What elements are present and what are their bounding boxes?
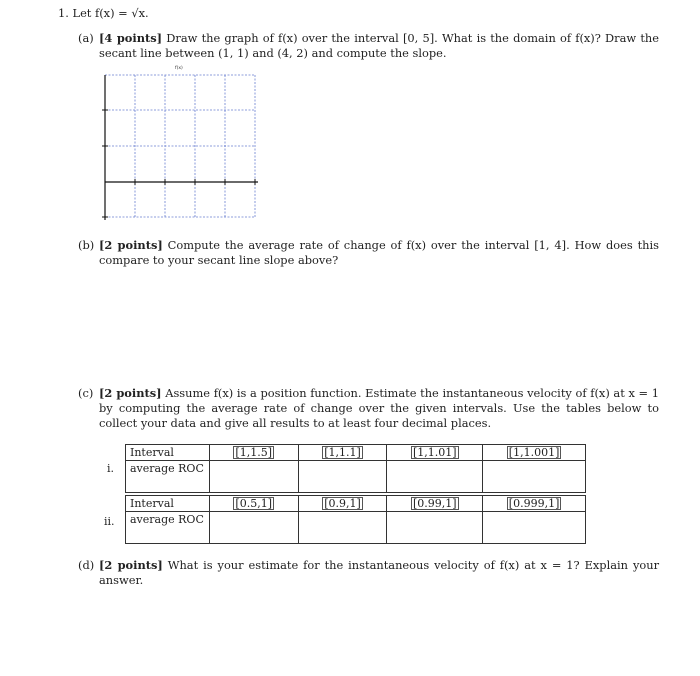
roc-answer-cell[interactable] bbox=[209, 461, 298, 493]
table-roc-row bbox=[126, 512, 586, 544]
interval-cell: [0.9,1] bbox=[298, 496, 387, 512]
part-d-label: (d) bbox=[78, 558, 95, 572]
part-c-points: [2 points] bbox=[99, 386, 162, 400]
grid-lines bbox=[105, 75, 255, 217]
axis-ticks bbox=[102, 110, 255, 217]
roc-row-label: average ROC bbox=[126, 461, 210, 493]
table-header-row bbox=[126, 445, 586, 461]
interval-header: Interval bbox=[126, 496, 210, 512]
roc-answer-cell[interactable] bbox=[298, 461, 387, 493]
interval-cell: [0.5,1] bbox=[209, 496, 298, 512]
part-d-points: [2 points] bbox=[99, 558, 163, 572]
table-i-number: i. bbox=[107, 462, 115, 475]
table-header-row bbox=[126, 496, 586, 512]
part-d-question bbox=[99, 558, 659, 588]
interval-cell: [1,1.01] bbox=[387, 445, 483, 461]
roc-answer-cell[interactable] bbox=[298, 512, 387, 544]
table-roc-row bbox=[126, 461, 586, 493]
part-d-text: What is your estimate for the instantaneous velocity of f(x) at x = 1? Explain your answer. bbox=[99, 558, 660, 587]
interval-cell: [0.99,1] bbox=[387, 496, 483, 512]
part-a-question bbox=[99, 31, 659, 61]
part-b-text: Compute the average rate of change of f(x) over the interval [1, 4]. How does this compare to your secant line slope above? bbox=[99, 238, 659, 267]
interval-header: Interval bbox=[126, 445, 210, 461]
interval-cell: [1,1.5] bbox=[209, 445, 298, 461]
part-c-question bbox=[99, 386, 659, 431]
interval-cell: [1,1.1] bbox=[298, 445, 387, 461]
part-a-label: (a) bbox=[78, 31, 94, 45]
problem-header bbox=[58, 6, 149, 21]
part-b-points: [2 points] bbox=[99, 238, 163, 252]
interval-cell: [1,1.001] bbox=[483, 445, 586, 461]
part-a-points: [4 points] bbox=[99, 31, 163, 45]
part-a-text: Draw the graph of f(x) over the interval [0, 5]. What is the domain of f(x)? Draw the secant line between (1, 1) and (4, 2) and compute the slope. bbox=[99, 31, 659, 60]
graph-grid[interactable] bbox=[96, 62, 266, 232]
roc-answer-cell[interactable] bbox=[209, 512, 298, 544]
roc-answer-cell[interactable] bbox=[387, 512, 483, 544]
roc-table-i bbox=[125, 444, 586, 493]
roc-table-ii bbox=[125, 495, 586, 544]
table-ii-number: ii. bbox=[104, 515, 115, 528]
part-b-question bbox=[99, 238, 659, 268]
graph-axis-label: f(x) bbox=[175, 66, 183, 71]
roc-answer-cell[interactable] bbox=[483, 461, 586, 493]
interval-cell: [0.999,1] bbox=[483, 496, 586, 512]
roc-answer-cell[interactable] bbox=[483, 512, 586, 544]
part-c-text: Assume f(x) is a position function. Estimate the instantaneous velocity of f(x) at x = 1 by computing the average rate of change over the given intervals. Use the tables below to collect your data and give all results to at least four decimal places. bbox=[99, 386, 660, 430]
roc-row-label: average ROC bbox=[126, 512, 210, 544]
part-b-label: (b) bbox=[78, 238, 95, 252]
part-c-label: (c) bbox=[78, 386, 94, 400]
roc-answer-cell[interactable] bbox=[387, 461, 483, 493]
problem-intro: Let f(x) = √x. bbox=[72, 6, 149, 20]
problem-number: 1. bbox=[58, 6, 69, 20]
